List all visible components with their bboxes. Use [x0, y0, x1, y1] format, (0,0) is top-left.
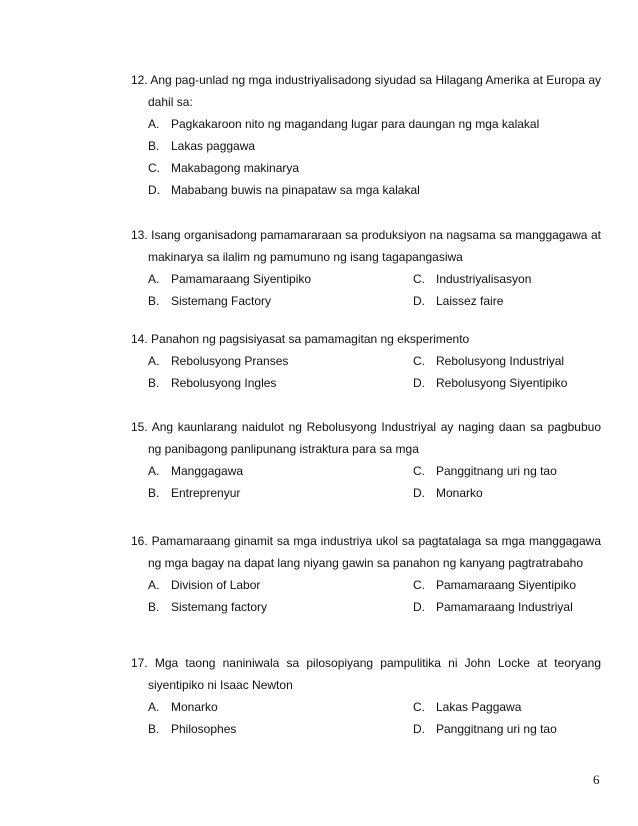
option-b: [148, 372, 276, 394]
option-text: Panggitnang uri ng tao: [436, 722, 557, 736]
option-text: Sistemang Factory: [171, 294, 272, 308]
option-d: [413, 596, 573, 618]
option-text: Lakas Paggawa: [436, 700, 522, 714]
option-text: Pagkakaroon nito ng magandang lugar para daungan ng mga kalakal: [171, 117, 540, 131]
option-text: Lakas paggawa: [171, 139, 256, 153]
option-row: [148, 372, 601, 394]
option-b: [148, 135, 255, 157]
option-letter: A.: [148, 464, 160, 478]
option-text: Pamamaraang Siyentipiko: [171, 272, 312, 286]
option-c: [413, 268, 531, 290]
question-stem: 13. Isang organisadong pamamararaan sa produksiyon na nagsama sa manggagawa at makinarya sa ilalim ng pamumuno ng isang tagapangasiwa: [131, 228, 601, 264]
option-row: [148, 460, 601, 482]
question-12: [131, 69, 601, 201]
option-b: [148, 718, 236, 740]
option-d: [413, 290, 503, 312]
option-row: [148, 718, 601, 740]
option-c: [413, 696, 521, 718]
option-row: [148, 596, 601, 618]
option-b: [148, 482, 240, 504]
option-text: Rebolusyong Ingles: [171, 376, 277, 390]
options-list: [148, 696, 601, 740]
question-17: [131, 652, 601, 740]
option-text: Sistemang factory: [171, 600, 268, 614]
option-d: [413, 482, 483, 504]
option-letter: A.: [148, 354, 160, 368]
option-a: [148, 574, 260, 596]
options-list: [148, 113, 601, 201]
option-letter: B.: [148, 722, 160, 736]
option-letter: C.: [413, 464, 425, 478]
option-letter: D.: [148, 183, 160, 197]
option-row: [148, 290, 601, 312]
question-stem: 14. Panahon ng pagsisiyasat sa pamamagitan ng eksperimento: [131, 332, 470, 346]
question-stem: 12. Ang pag-unlad ng mga industriyalisadong siyudad sa Hilagang Amerika at Europa ay dahil sa:: [131, 73, 601, 109]
option-letter: D.: [413, 486, 425, 500]
option-letter: A.: [148, 117, 160, 131]
option-d: [148, 179, 420, 201]
options-list: [148, 574, 601, 618]
option-text: Manggagawa: [171, 464, 244, 478]
option-text: Rebolusyong Industriyal: [436, 354, 565, 368]
option-row: [148, 268, 601, 290]
option-b: [148, 596, 267, 618]
option-letter: C.: [413, 272, 425, 286]
option-text: Rebolusyong Pranses: [171, 354, 289, 368]
option-a: [148, 268, 311, 290]
option-c: [413, 460, 557, 482]
option-letter: C.: [413, 700, 425, 714]
option-text: Mababang buwis na pinapataw sa mga kalakal: [171, 183, 420, 197]
option-row: [148, 113, 601, 135]
option-letter: B.: [148, 486, 160, 500]
option-row: [148, 482, 601, 504]
option-letter: C.: [148, 161, 160, 175]
option-letter: D.: [413, 600, 425, 614]
question-15: [131, 416, 601, 504]
question-stem: 16. Pamamaraang ginamit sa mga industriya ukol sa pagtatalaga sa mga manggagawa ng mga bagay na dapat lang niyang gawin sa panahon ng kanyang pagtratrabaho: [131, 534, 601, 570]
option-text: Makabagong makinarya: [171, 161, 300, 175]
option-letter: B.: [148, 139, 160, 153]
options-list: [148, 350, 601, 394]
option-letter: D.: [413, 376, 425, 390]
option-b: [148, 290, 271, 312]
option-a: [148, 696, 218, 718]
option-text: Panggitnang uri ng tao: [436, 464, 557, 478]
option-letter: A.: [148, 578, 160, 592]
question-stem: 15. Ang kaunlarang naidulot ng Rebolusyong Industriyal ay naging daan sa pagbubuo ng panibagong panlipunang istraktura para sa mga: [131, 420, 601, 456]
option-text: Monarko: [171, 700, 218, 714]
option-text: Pamamaraang Siyentipiko: [436, 578, 577, 592]
option-text: Division of Labor: [171, 578, 261, 592]
option-text: Monarko: [436, 486, 483, 500]
page-number: 6: [593, 772, 600, 787]
question-14: [131, 328, 601, 394]
option-a: [148, 113, 539, 135]
option-row: [148, 696, 601, 718]
options-list: [148, 460, 601, 504]
option-letter: A.: [148, 272, 160, 286]
option-d: [413, 372, 567, 394]
option-c: [148, 157, 299, 179]
option-row: [148, 135, 601, 157]
option-letter: A.: [148, 700, 160, 714]
option-text: Pamamaraang Industriyal: [436, 600, 573, 614]
question-stem: 17. Mga taong naniniwala sa pilosopiyang pampulitika ni John Locke at teoryang siyentipiko ni Isaac Newton: [131, 656, 601, 692]
option-text: Rebolusyong Siyentipiko: [436, 376, 568, 390]
option-letter: C.: [413, 578, 425, 592]
option-row: [148, 179, 601, 201]
option-a: [148, 350, 288, 372]
option-c: [413, 574, 576, 596]
option-row: [148, 574, 601, 596]
question-16: [131, 530, 601, 618]
option-letter: B.: [148, 294, 160, 308]
option-a: [148, 460, 243, 482]
option-text: Philosophes: [171, 722, 237, 736]
option-letter: D.: [413, 722, 425, 736]
option-row: [148, 350, 601, 372]
option-text: Entreprenyur: [171, 486, 241, 500]
option-c: [413, 350, 564, 372]
option-d: [413, 718, 557, 740]
option-text: Laissez faire: [436, 294, 504, 308]
option-letter: B.: [148, 376, 160, 390]
question-13: [131, 224, 601, 312]
options-list: [148, 268, 601, 312]
option-text: Industriyalisasyon: [436, 272, 532, 286]
option-letter: C.: [413, 354, 425, 368]
option-row: [148, 157, 601, 179]
option-letter: B.: [148, 600, 160, 614]
option-letter: D.: [413, 294, 425, 308]
